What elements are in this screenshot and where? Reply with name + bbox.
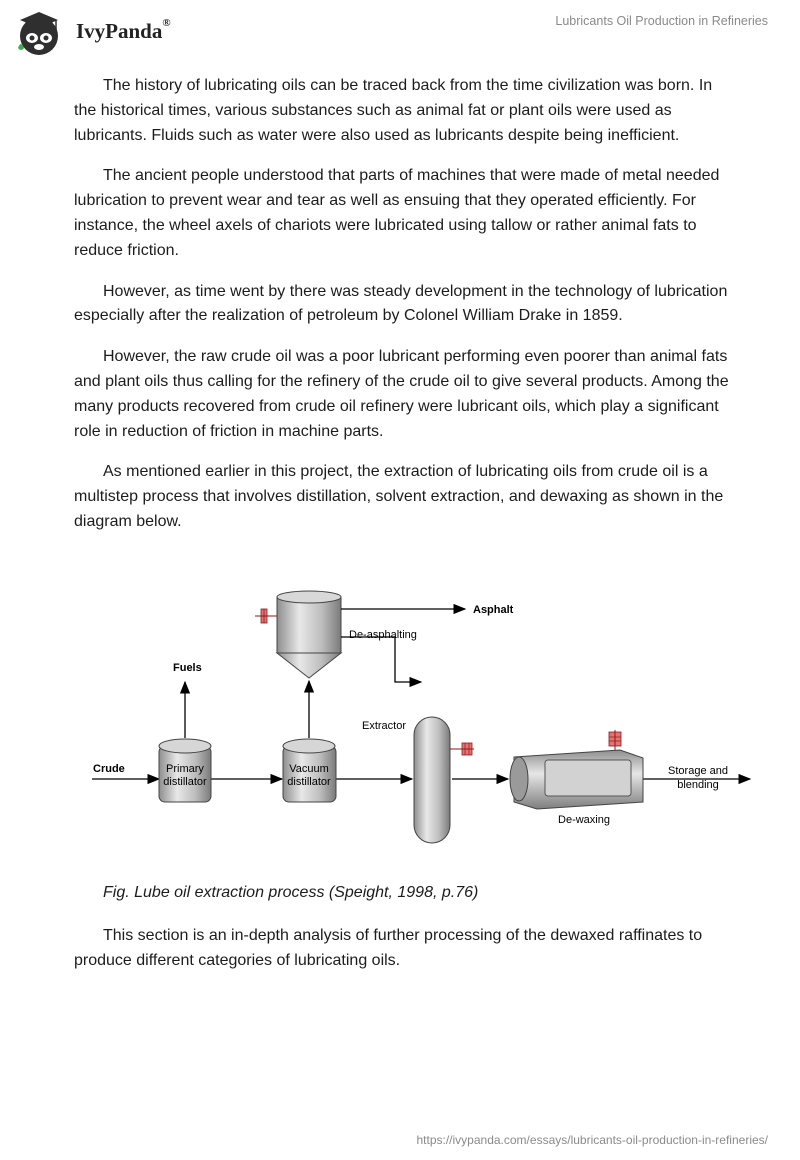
paragraph-3: However, as time went by there was steady development in the technology of lubrication especially after the realization of petroleum by Colonel William Drake in 1859. [74, 282, 728, 325]
deasphalting-vessel [277, 591, 341, 678]
page-header [0, 0, 800, 60]
document-title: Lubricants Oil Production in Refineries [555, 14, 768, 28]
label-storage-line1: Storage and [668, 765, 728, 777]
label-primary-line2: distillator [163, 776, 207, 788]
label-dewaxing: De-waxing [558, 814, 610, 826]
paragraph-6: This section is an in-depth analysis of further processing of the dewaxed raffinates to produce different categories of lubricating oils. [74, 927, 703, 969]
dewaxing-unit [510, 750, 643, 809]
extractor-column [414, 717, 450, 843]
label-vacuum-line1: Vacuum [289, 763, 329, 775]
dewaxing-heater-icon [609, 730, 621, 750]
figure-caption: Fig. Lube oil extraction process (Speight, 1998, p.76) [103, 884, 479, 901]
label-primary-line1: Primary [166, 763, 204, 775]
label-extractor: Extractor [362, 720, 407, 732]
ivypanda-logo-icon[interactable] [14, 8, 64, 58]
article-body-continued [74, 924, 734, 990]
footer-url-link[interactable]: https://ivypanda.com/essays/lubricants-oil-production-in-refineries/ [416, 1133, 768, 1147]
heater-coil-icon [255, 609, 277, 623]
brand-name[interactable]: IvyPanda® [76, 17, 171, 43]
label-deasphalting: De-asphalting [349, 629, 417, 641]
paragraph-4: However, the raw crude oil was a poor lubricant performing even poorer than animal fats and plant oils thus calling for the refinery of the crude oil to give several products. Among the many products recovered from crude oil refinery were lubricant oils, which play a significant role in reduction of friction in machine parts. [74, 348, 729, 440]
paragraph-2: The ancient people understood that parts of machines that were made of metal needed lubrication to prevent wear and tear as well as ensuing that they operated efficiently. For instance, the wheel axels of chariots were lubricated using tallow or rather animal fats to reduce friction. [74, 167, 720, 259]
article-body [74, 74, 734, 551]
arrow-deasphalting-to-extractor [341, 637, 421, 682]
label-fuels: Fuels [173, 662, 202, 674]
lube-oil-process-diagram [0, 580, 800, 870]
label-asphalt: Asphalt [473, 604, 514, 616]
label-storage-line2: blending [677, 779, 719, 791]
label-crude: Crude [93, 763, 125, 775]
label-vacuum-line2: distillator [287, 776, 331, 788]
paragraph-5: As mentioned earlier in this project, the extraction of lubricating oils from crude oil is a multistep process that involves distillation, solvent extraction, and dewaxing as shown in the diagram below. [74, 463, 724, 530]
paragraph-1: The history of lubricating oils can be traced back from the time civilization was born. In the historical times, various substances such as animal fat or plant oils were used as lubricants. Fluids such as water were also used as lubricants despite being inefficient. [74, 77, 713, 144]
extractor-heater-icon [450, 743, 474, 755]
